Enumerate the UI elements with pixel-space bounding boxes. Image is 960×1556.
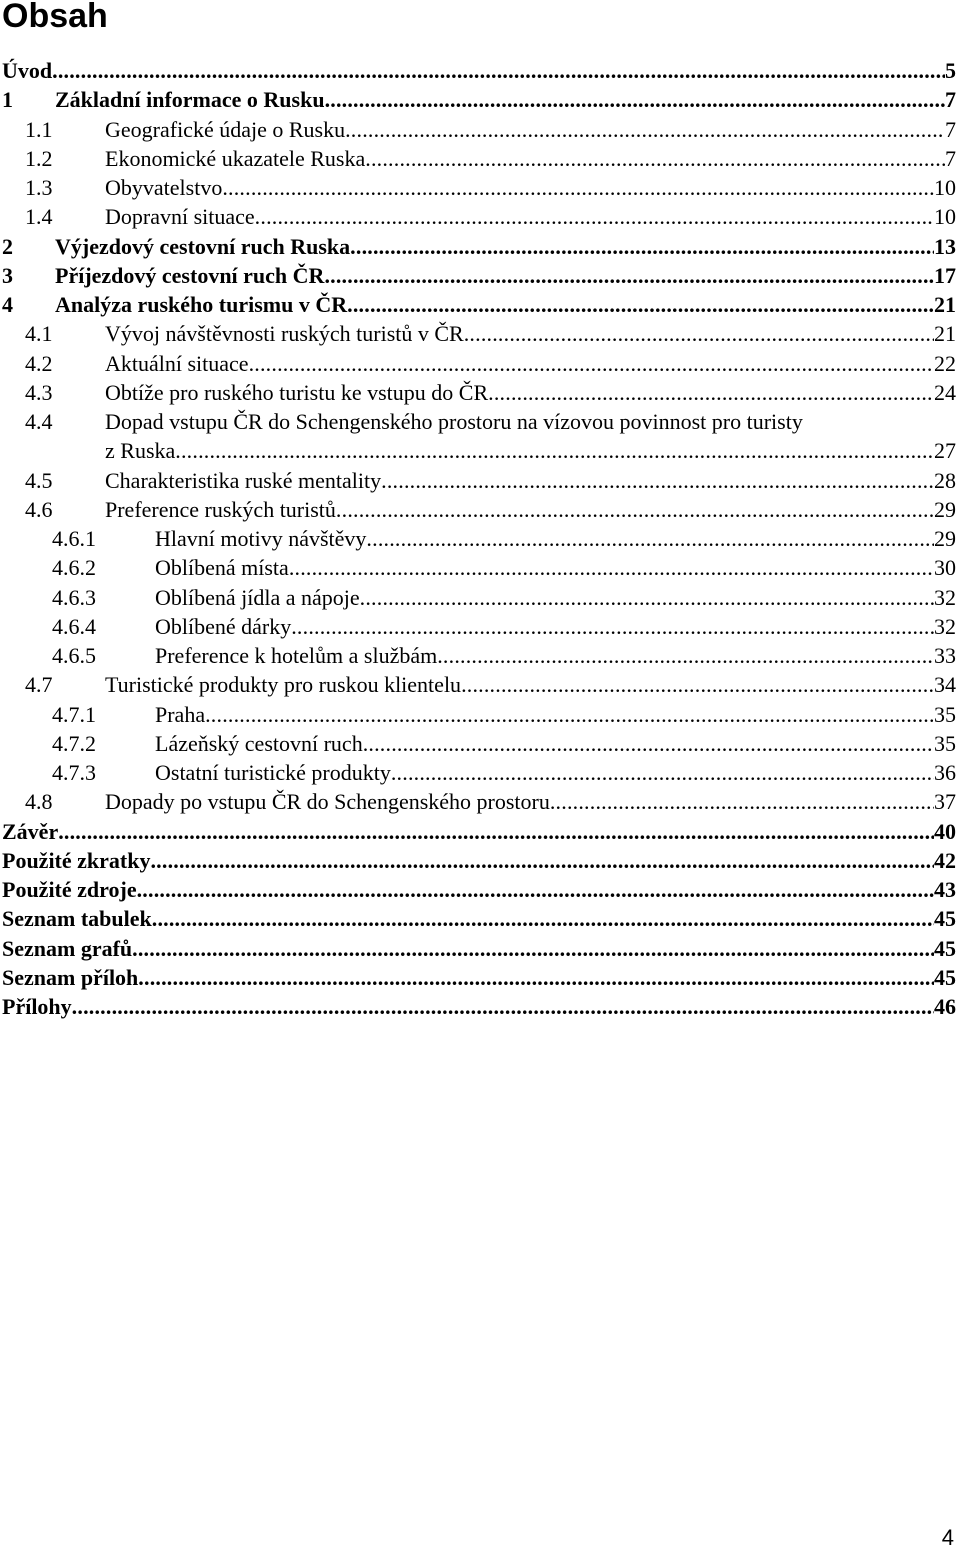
toc-entry-title: Základní informace o Rusku bbox=[55, 87, 325, 113]
toc-entry-line bbox=[105, 349, 956, 378]
toc-dot-leader bbox=[52, 56, 945, 85]
toc-entry-title: Přílohy bbox=[2, 994, 72, 1019]
toc-entry-line bbox=[155, 583, 956, 612]
toc-entry[interactable] bbox=[0, 641, 960, 670]
toc-entry-line bbox=[105, 202, 956, 231]
toc-entry-title: Ekonomické ukazatele Ruska bbox=[105, 145, 366, 171]
toc-entry-title: Seznam grafů bbox=[2, 935, 133, 961]
toc-entry-title: Vývoj návštěvnosti ruských turistů v ČR bbox=[105, 321, 464, 347]
toc-entry-line bbox=[155, 700, 956, 729]
toc-entry[interactable] bbox=[0, 817, 960, 846]
toc-entry-line bbox=[105, 319, 956, 348]
toc-entry-page: 35 bbox=[934, 730, 956, 756]
toc-entry-number: 4.2 bbox=[25, 350, 53, 376]
toc-entry-number: 4.4 bbox=[25, 409, 53, 434]
toc-dot-leader bbox=[138, 963, 934, 992]
toc-entry-number: 4.3 bbox=[25, 379, 53, 405]
toc-entry[interactable] bbox=[0, 144, 960, 173]
toc-entry-number: 4.6.1 bbox=[52, 526, 96, 551]
toc-dot-leader bbox=[175, 436, 934, 465]
toc-entry-line bbox=[55, 85, 956, 114]
toc-entry-line bbox=[2, 875, 956, 904]
toc-entry-line bbox=[55, 261, 956, 290]
toc-entry-number: 1.2 bbox=[25, 145, 53, 171]
toc-dot-leader bbox=[291, 612, 934, 641]
toc-dot-leader bbox=[391, 758, 934, 787]
toc-dot-leader bbox=[336, 495, 934, 524]
toc-entry[interactable] bbox=[0, 407, 960, 436]
toc-entry-title: Charakteristika ruské mentality bbox=[105, 467, 382, 493]
toc-entry-title: Turistické produkty pro ruskou klientelu bbox=[105, 672, 462, 698]
toc-entry[interactable] bbox=[0, 466, 960, 495]
toc-entry-page: 45 bbox=[934, 906, 956, 932]
toc-dot-leader bbox=[255, 202, 934, 231]
toc-entry-title: Dopad vstupu ČR do Schengenského prostoru na vízovou povinnost pro turisty bbox=[105, 409, 803, 434]
toc-entry-line bbox=[105, 144, 956, 173]
toc-dot-leader bbox=[58, 817, 934, 846]
toc-entry-number: 4.7.1 bbox=[52, 701, 96, 727]
toc-entry-page: 21 bbox=[934, 321, 956, 347]
toc-entry-title: Praha bbox=[155, 701, 206, 727]
toc-entry-title: Obtíže pro ruského turistu ke vstupu do ČR bbox=[105, 379, 489, 405]
toc-entry[interactable] bbox=[0, 173, 960, 202]
toc-entry-title: Preference ruských turistů bbox=[105, 496, 336, 522]
toc-dot-leader bbox=[289, 553, 934, 582]
toc-entry-title: Geografické údaje o Rusku bbox=[105, 116, 346, 142]
toc-entry-title: Závěr bbox=[2, 818, 59, 844]
toc-dot-leader bbox=[72, 992, 934, 1021]
toc-entry-page: 34 bbox=[934, 672, 956, 698]
table-of-contents bbox=[0, 56, 960, 1021]
toc-entry-number: 4.6.5 bbox=[52, 643, 96, 668]
toc-entry-page: 32 bbox=[934, 613, 956, 639]
toc-dot-leader bbox=[222, 173, 934, 202]
toc-entry-number: 4.1 bbox=[25, 321, 53, 347]
toc-entry[interactable] bbox=[0, 612, 960, 641]
toc-dot-leader bbox=[360, 583, 934, 612]
toc-entry-page: 17 bbox=[934, 262, 956, 288]
toc-entry-page: 30 bbox=[934, 555, 956, 581]
toc-dot-leader bbox=[363, 729, 934, 758]
toc-entry-page: 10 bbox=[934, 204, 956, 230]
toc-entry-page: 5 bbox=[945, 58, 956, 83]
toc-entry-page: 32 bbox=[934, 584, 956, 610]
toc-dot-leader bbox=[150, 846, 934, 875]
toc-entry-page: 46 bbox=[934, 994, 956, 1019]
toc-entry-number: 4.8 bbox=[25, 789, 53, 815]
toc-entry-line bbox=[105, 173, 956, 202]
toc-entry-title: Oblíbené dárky bbox=[155, 613, 292, 639]
toc-entry-line bbox=[55, 232, 956, 261]
toc-dot-leader bbox=[437, 641, 934, 670]
toc-entry-page: 7 bbox=[945, 116, 956, 142]
toc-entry-page: 40 bbox=[934, 818, 956, 844]
toc-entry-number: 1 bbox=[2, 87, 13, 113]
toc-entry-line bbox=[105, 407, 956, 436]
toc-entry[interactable] bbox=[0, 875, 960, 904]
toc-entry-line bbox=[105, 115, 956, 144]
toc-entry-line bbox=[105, 787, 956, 816]
toc-entry-number: 3 bbox=[2, 262, 13, 288]
toc-entry-title: Seznam příloh bbox=[2, 964, 139, 990]
toc-entry-number: 4.6 bbox=[25, 496, 53, 522]
toc-entry-line bbox=[105, 670, 956, 699]
toc-entry-page: 27 bbox=[934, 438, 956, 464]
toc-entry-page: 13 bbox=[934, 233, 956, 259]
toc-entry-number: 4.6.2 bbox=[52, 555, 96, 581]
page-number: 4 bbox=[941, 1525, 954, 1550]
toc-entry-page: 36 bbox=[934, 760, 956, 785]
toc-dot-leader bbox=[249, 349, 934, 378]
toc-entry[interactable] bbox=[0, 700, 960, 729]
toc-entry[interactable] bbox=[0, 202, 960, 231]
toc-entry-line bbox=[155, 612, 956, 641]
toc-entry-title: Analýza ruského turismu v ČR bbox=[55, 292, 348, 317]
toc-entry-number: 4.7.2 bbox=[52, 730, 96, 756]
toc-dot-leader bbox=[366, 524, 934, 553]
toc-dot-leader bbox=[345, 115, 945, 144]
toc-entry[interactable] bbox=[0, 290, 960, 319]
toc-entry[interactable] bbox=[0, 670, 960, 699]
toc-entry-title: Výjezdový cestovní ruch Ruska bbox=[55, 233, 351, 259]
toc-entry-title: Úvod bbox=[2, 58, 53, 83]
toc-entry-title: Ostatní turistické produkty bbox=[155, 760, 391, 785]
toc-entry-number: 4.5 bbox=[25, 467, 53, 493]
toc-entry-title: Lázeňský cestovní ruch bbox=[155, 730, 363, 756]
toc-entry[interactable] bbox=[0, 963, 960, 992]
toc-entry-title: Seznam tabulek bbox=[2, 906, 152, 932]
toc-entry[interactable] bbox=[0, 524, 960, 553]
toc-entry[interactable] bbox=[0, 232, 960, 261]
toc-dot-leader bbox=[550, 787, 934, 816]
toc-entry-line bbox=[2, 817, 956, 846]
toc-entry-line bbox=[105, 378, 956, 407]
toc-entry[interactable] bbox=[0, 85, 960, 114]
toc-entry-line bbox=[155, 729, 956, 758]
toc-entry-page: 29 bbox=[934, 496, 956, 522]
toc-entry-line bbox=[105, 436, 956, 465]
toc-dot-leader bbox=[350, 232, 934, 261]
toc-entry-number: 4.7 bbox=[25, 672, 53, 698]
toc-entry-line bbox=[105, 495, 956, 524]
toc-entry[interactable] bbox=[0, 115, 960, 144]
toc-entry-number: 4.6.3 bbox=[52, 584, 96, 610]
toc-entry[interactable] bbox=[0, 349, 960, 378]
toc-entry[interactable] bbox=[0, 261, 960, 290]
toc-entry-title: Preference k hotelům a službám bbox=[155, 643, 438, 668]
toc-entry-page: 29 bbox=[934, 526, 956, 551]
toc-dot-leader bbox=[365, 144, 945, 173]
toc-entry-page: 45 bbox=[934, 935, 956, 961]
toc-entry-page: 22 bbox=[934, 350, 956, 376]
toc-entry[interactable] bbox=[0, 758, 960, 787]
toc-entry-title: Aktuální situace bbox=[105, 350, 249, 376]
toc-entry-line bbox=[2, 992, 956, 1021]
toc-entry[interactable] bbox=[0, 495, 960, 524]
page-title: Obsah bbox=[2, 0, 108, 35]
toc-entry[interactable] bbox=[0, 787, 960, 816]
toc-entry-title: Oblíbená jídla a nápoje bbox=[155, 584, 360, 610]
toc-entry-page: 7 bbox=[945, 145, 956, 171]
toc-dot-leader bbox=[347, 290, 934, 319]
toc-entry-line bbox=[2, 56, 956, 85]
toc-entry-title: Použité zkratky bbox=[2, 847, 151, 873]
toc-entry[interactable] bbox=[0, 729, 960, 758]
toc-entry-page: 10 bbox=[934, 175, 956, 200]
toc-entry-line bbox=[2, 934, 956, 963]
toc-dot-leader bbox=[461, 670, 934, 699]
toc-entry-title: Příjezdový cestovní ruch ČR bbox=[55, 262, 325, 288]
toc-entry-number: 4.6.4 bbox=[52, 613, 96, 639]
toc-dot-leader bbox=[324, 261, 934, 290]
toc-entry-line bbox=[2, 904, 956, 933]
toc-entry-title: z Ruska bbox=[105, 438, 176, 464]
toc-entry-page: 7 bbox=[945, 87, 956, 113]
toc-entry-line bbox=[2, 846, 956, 875]
toc-entry[interactable] bbox=[0, 319, 960, 348]
toc-entry-line bbox=[155, 641, 956, 670]
toc-dot-leader bbox=[464, 319, 934, 348]
toc-entry-page: 33 bbox=[934, 643, 956, 668]
toc-entry-title: Dopravní situace bbox=[105, 204, 255, 230]
toc-entry[interactable] bbox=[0, 934, 960, 963]
toc-entry[interactable] bbox=[0, 583, 960, 612]
toc-entry-page: 37 bbox=[934, 789, 956, 815]
toc-entry-page: 35 bbox=[934, 701, 956, 727]
toc-entry-title: Dopady po vstupu ČR do Schengenského prostoru bbox=[105, 789, 550, 815]
toc-entry-line bbox=[2, 963, 956, 992]
toc-entry[interactable] bbox=[0, 553, 960, 582]
toc-entry-page: 42 bbox=[934, 847, 956, 873]
toc-entry[interactable] bbox=[0, 904, 960, 933]
toc-dot-leader bbox=[152, 904, 934, 933]
toc-dot-leader bbox=[488, 378, 934, 407]
toc-entry-line bbox=[155, 553, 956, 582]
toc-entry-line bbox=[55, 290, 956, 319]
toc-entry-title: Použité zdroje bbox=[2, 877, 137, 902]
toc-entry-number: 4 bbox=[2, 292, 13, 317]
toc-entry[interactable] bbox=[0, 378, 960, 407]
toc-entry-page: 24 bbox=[934, 379, 956, 405]
toc-entry-page: 45 bbox=[934, 964, 956, 990]
toc-entry-page: 28 bbox=[934, 467, 956, 493]
toc-entry-page: 21 bbox=[934, 292, 956, 317]
toc-entry-page: 43 bbox=[934, 877, 956, 902]
toc-entry-title: Hlavní motivy návštěvy bbox=[155, 526, 367, 551]
toc-dot-leader bbox=[137, 875, 934, 904]
toc-dot-leader bbox=[132, 934, 934, 963]
toc-dot-leader bbox=[325, 85, 945, 114]
toc-entry-line bbox=[155, 524, 956, 553]
toc-entry-number: 1.3 bbox=[25, 175, 53, 200]
toc-entry[interactable] bbox=[0, 846, 960, 875]
toc-entry-line bbox=[105, 466, 956, 495]
toc-entry-line bbox=[155, 758, 956, 787]
toc-entry[interactable] bbox=[0, 56, 960, 85]
toc-entry-title: Obyvatelstvo bbox=[105, 175, 223, 200]
toc-entry[interactable] bbox=[0, 992, 960, 1021]
toc-entry-number: 2 bbox=[2, 233, 13, 259]
toc-dot-leader bbox=[205, 700, 934, 729]
toc-dot-leader bbox=[381, 466, 934, 495]
toc-entry-number: 4.7.3 bbox=[52, 760, 96, 785]
toc-entry-number: 1.4 bbox=[25, 204, 53, 230]
toc-entry-title: Oblíbená místa bbox=[155, 555, 289, 581]
toc-entry-number: 1.1 bbox=[25, 116, 53, 142]
toc-entry[interactable] bbox=[0, 436, 960, 465]
